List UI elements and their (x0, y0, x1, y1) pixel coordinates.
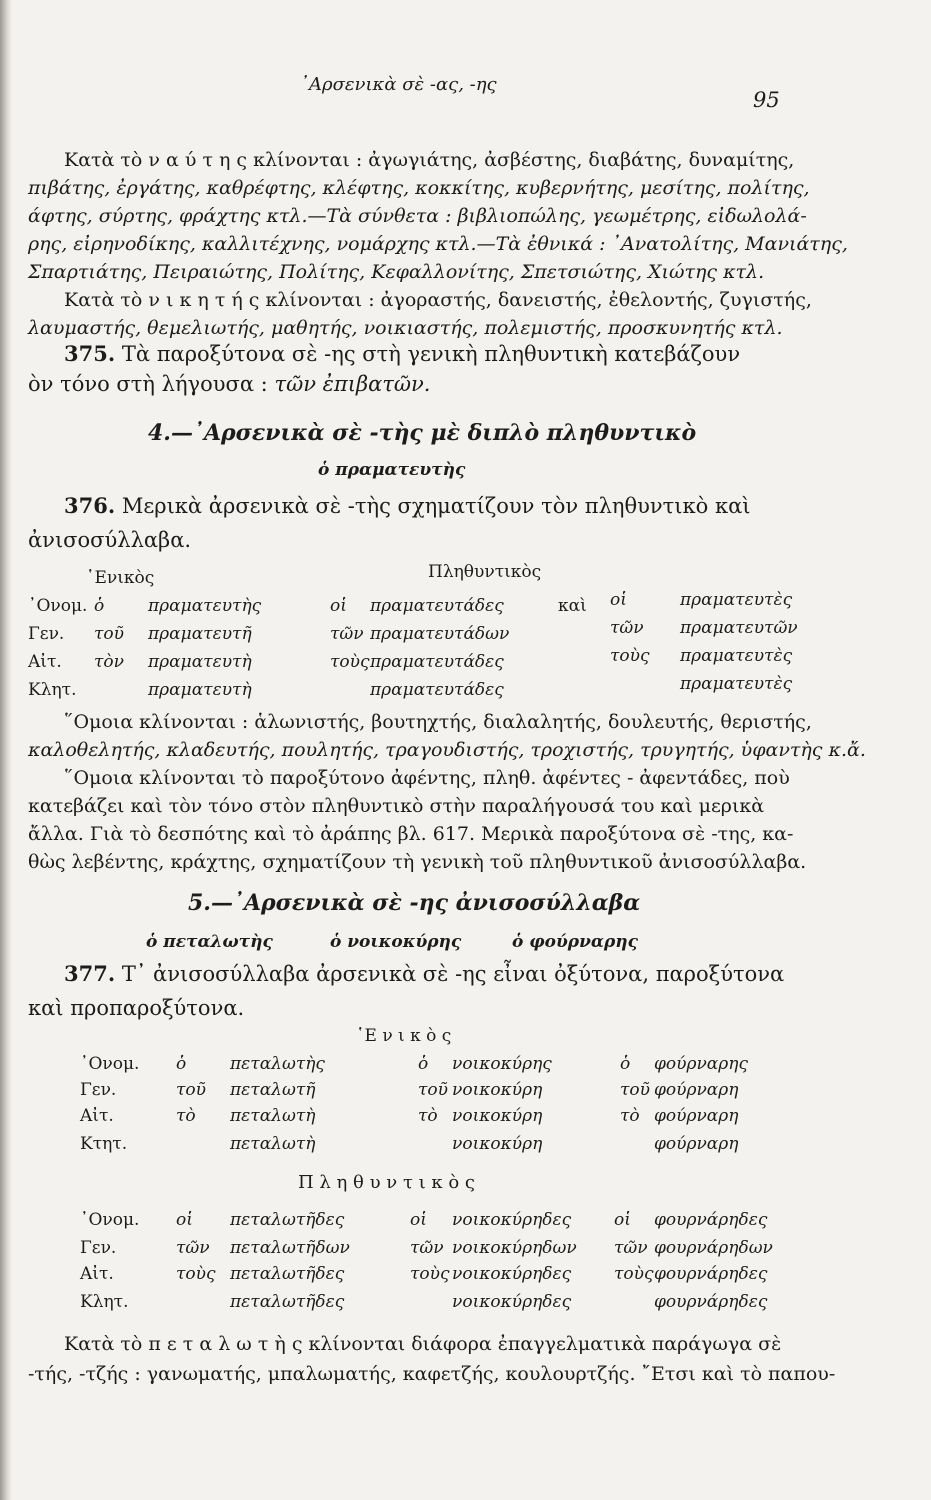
section-5-subtitle: ὁ φούρναρης (512, 932, 638, 952)
section-377-line1 (64, 962, 784, 986)
case-label: Αἰτ. (28, 652, 62, 672)
para2-line: ῞Ομοια κλίνονται τὸ παροξύτονο ἀφέντης, πληθ. ἀφέντες - ἀφεντάδες, ποὺ (64, 767, 790, 789)
para1-line: ρης, εἰρηνοδίκης, καλλιτέχνης, νομάρχης κτλ.—Τὰ ἐθνικά : ᾿Ανατολίτης, Μανιάτης, (28, 233, 848, 255)
para3-line: -τής, -τζής : γανωματής, μπαλωματής, καφετζής, κουλουρτζής. ῎Ετσι καὶ τὸ παπου- (28, 1363, 836, 1385)
section-375-line1 (64, 342, 740, 366)
para2-line: κατεβάζει καὶ τὸν τόνο στὸν πληθυντικὸ στὴν παραλήγουσά του καὶ μερικὰ (28, 795, 765, 817)
section-5-subtitle: ὁ νοικοκύρης (330, 932, 462, 952)
article: τὸ (418, 1106, 438, 1126)
plural-form: πραματευτῶν (680, 618, 798, 638)
article: τὸ (176, 1106, 196, 1126)
singular-form: πραματευτὴ (148, 652, 252, 672)
running-header: ᾿Αρσενικὰ σὲ -ας, -ης (300, 74, 497, 95)
para2-line: ἄλλα. Γιὰ τὸ δεσπότης καὶ τὸ ἀράπης βλ. 617. Μερικὰ παροξύτονα σὲ -της, κα- (28, 823, 794, 845)
plural-form: πραματευτάδες (370, 680, 504, 700)
plural-form: πραματευτὲς (680, 646, 793, 666)
section-text: ὸν τόνο στὴ λήγουσα : (28, 372, 268, 396)
article: ὁ (620, 1054, 631, 1074)
article: οἱ (330, 596, 347, 616)
article: τὸν (94, 652, 124, 672)
para1-line: άφτης, σύρτης, φράχτης κτλ.—Τὰ σύνθετα : βιβλιοπώλης, γεωμέτρης, εἰδωλολά- (28, 205, 807, 227)
article: τοὺς (610, 646, 650, 666)
plural-form: πραματευτάδων (370, 624, 510, 644)
plural-form: φουρνάρηδες (654, 1264, 768, 1284)
plural-form: πεταλωτῆδες (230, 1210, 345, 1230)
example-word: τῶν ἐπιβατῶν. (274, 372, 431, 396)
singular-form: φούρναρη (654, 1080, 739, 1100)
singular-form: φούρναρη (654, 1106, 739, 1126)
singular-form: νοικοκύρης (452, 1054, 552, 1074)
plural-form: πεταλωτῆδες (230, 1292, 345, 1312)
singular-form: φούρναρης (654, 1054, 748, 1074)
section-text: Τὰ παροξύτονα σὲ -ης στὴ γενικὴ πληθυντικὴ κατεβάζουν (121, 342, 741, 366)
plural-form: νοικοκύρηδες (452, 1264, 572, 1284)
article: τοῦ (418, 1080, 448, 1100)
singular-form: πεταλωτὴ (230, 1134, 316, 1154)
section-5-heading: 5.—᾿Αρσενικὰ σὲ -ης ἀνισοσύλλαβα (188, 890, 641, 916)
section-text: Μερικὰ ἀρσενικὰ σὲ -τὴς σχηματίζουν τὸν πληθυντικὸ καὶ (121, 494, 751, 518)
para2-line: θὼς λεβέντης, κράχτης, σχηματίζουν τὴ γενικὴ τοῦ πληθυντικοῦ ἀνισοσύλλαβα. (28, 851, 807, 873)
case-label: ᾿Ονομ. (28, 596, 88, 616)
plural-form: νοικοκύρηδες (452, 1210, 572, 1230)
case-label: Κτητ. (80, 1134, 128, 1154)
case-label: Κλητ. (80, 1292, 129, 1312)
article: ὁ (418, 1054, 429, 1074)
section-375-line2 (28, 372, 430, 396)
singular-form: πραματευτῆ (148, 624, 252, 644)
article: τῶν (410, 1238, 444, 1258)
singular-form: νοικοκύρη (452, 1106, 543, 1126)
singular-form: πραματευτὴ (148, 680, 252, 700)
table2-singular-header: ῾Ε ν ι κ ὸ ς (356, 1026, 452, 1046)
singular-form: φούρναρη (654, 1134, 739, 1154)
article: τοὺς (330, 652, 370, 672)
article: τοὺς (410, 1264, 450, 1284)
singular-form: πεταλωτῆ (230, 1080, 316, 1100)
para1-line: Κατὰ τὸ ν α ύ τ η ς κλίνονται : ἀγωγιάτης, ἀσβέστης, διαβάτης, δυναμίτης, (64, 149, 795, 171)
section-number: 376. (64, 493, 116, 518)
para1-line: πιβάτης, ἐργάτης, καθρέφτης, κλέφτης, κοκκίτης, κυβερνήτης, μεσίτης, πολίτης, (28, 177, 810, 199)
article: τοὺς (176, 1264, 216, 1284)
plural-form: νοικοκύρηδες (452, 1292, 572, 1312)
plural-form: νοικοκύρηδων (452, 1238, 577, 1258)
page-number: 95 (753, 88, 780, 112)
section-text: Τ᾿ ἀνισοσύλλαβα ἀρσενικὰ σὲ -ης εἶναι ὀξύτονα, παροξύτονα (121, 962, 785, 986)
article: οἱ (410, 1210, 427, 1230)
case-label: Αἰτ. (80, 1264, 114, 1284)
para2-line: καλοθελητής, κλαδευτής, πουλητής, τραγουδιστής, τροχιστής, τρυγητής, ὑφαντὴς κ.ἄ. (28, 739, 866, 761)
case-label: Γεν. (80, 1238, 117, 1258)
singular-form: νοικοκύρη (452, 1080, 543, 1100)
section-4-subtitle: ὁ πραματευτὴς (318, 460, 466, 480)
plural-form: πεταλωτῆδων (230, 1238, 350, 1258)
plural-form: πραματευτὲς (680, 674, 793, 694)
case-label: Γεν. (28, 624, 65, 644)
section-number: 377. (64, 961, 116, 986)
para3-line: Κατὰ τὸ π ε τ α λ ω τ ὴ ς κλίνονται διάφορα ἐπαγγελματικὰ παράγωγα σὲ (64, 1333, 782, 1355)
article: τὸ (620, 1106, 640, 1126)
article: οἱ (614, 1210, 631, 1230)
singular-form: πραματευτὴς (148, 596, 262, 616)
singular-form: νοικοκύρη (452, 1134, 543, 1154)
para1-line: Κατὰ τὸ ν ι κ η τ ή ς κλίνονται : ἀγοραστής, δανειστής, ἐθελοντής, ζυγιστής, (64, 289, 812, 311)
case-label: Αἰτ. (80, 1106, 114, 1126)
section-377-line2: καὶ προπαροξύτονα. (28, 996, 245, 1020)
section-376-line1 (64, 494, 750, 518)
para1-line: λαυμαστής, θεμελιωτής, μαθητής, νοικιαστής, πολεμιστής, προσκυνητής κτλ. (28, 317, 783, 339)
section-number: 375. (64, 341, 116, 366)
plural-form: φουρνάρηδες (654, 1210, 768, 1230)
case-label: ᾿Ονομ. (80, 1210, 140, 1230)
article: τοῦ (620, 1080, 650, 1100)
para2-line: ῞Ομοια κλίνονται : ἁλωνιστής, βουτηχτής, διαλαλητής, δουλευτής, θεριστής, (64, 711, 812, 733)
case-label: ᾿Ονομ. (80, 1054, 140, 1074)
article: οἱ (610, 590, 627, 610)
article: τῶν (614, 1238, 648, 1258)
article: ὁ (176, 1054, 187, 1074)
plural-form: πεταλωτῆδες (230, 1264, 345, 1284)
plural-form: φουρνάρηδες (654, 1292, 768, 1312)
section-4-heading: 4.—᾿Αρσενικὰ σὲ -τὴς μὲ διπλὸ πληθυντικὸ (148, 420, 697, 446)
table1-singular-header: ῾Ενικὸς (86, 568, 155, 588)
plural-form: πραματευτάδες (370, 596, 504, 616)
plural-form: πραματευτάδες (370, 652, 504, 672)
article: τῶν (330, 624, 364, 644)
table1-and-word: καὶ (558, 596, 587, 616)
article: οἱ (176, 1210, 193, 1230)
section-376-line2: ἀνισοσύλλαβα. (28, 528, 192, 552)
article: τοὺς (614, 1264, 654, 1284)
para1-line: Σπαρτιάτης, Πειραιώτης, Πολίτης, Κεφαλλονίτης, Σπετσιώτης, Χιώτης κτλ. (28, 261, 765, 283)
section-5-subtitle: ὁ πεταλωτὴς (146, 932, 273, 952)
article: ὁ (94, 596, 105, 616)
article: τῶν (610, 618, 644, 638)
case-label: Γεν. (80, 1080, 117, 1100)
plural-form: φουρνάρηδων (654, 1238, 773, 1258)
table1-plural-header: Πληθυντικὸς (428, 562, 542, 582)
singular-form: πεταλωτὴ (230, 1106, 316, 1126)
singular-form: πεταλωτὴς (230, 1054, 325, 1074)
plural-form: πραματευτὲς (680, 590, 793, 610)
table3-plural-header: Π λ η θ υ ν τ ι κ ὸ ς (298, 1172, 476, 1193)
article: τοῦ (94, 624, 124, 644)
article: τῶν (176, 1238, 210, 1258)
case-label: Κλητ. (28, 680, 77, 700)
article: τοῦ (176, 1080, 206, 1100)
